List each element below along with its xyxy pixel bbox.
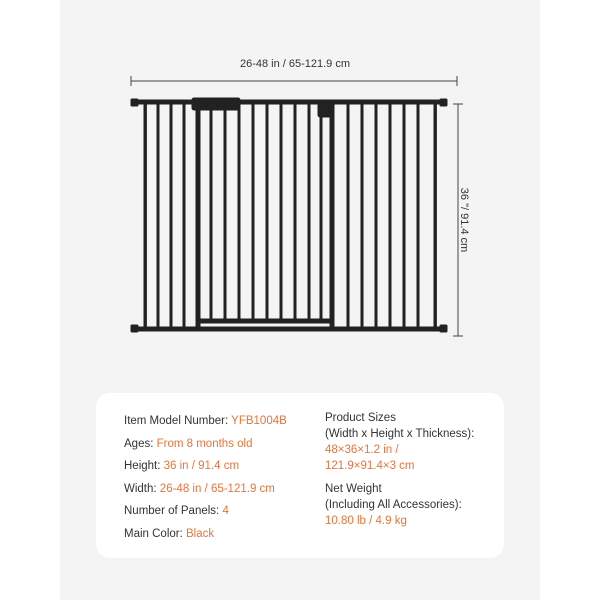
width-dimension-label: 26-48 in / 65-121.9 cm [239,58,351,70]
spec-panels [124,500,287,523]
spec-value: From 8 months old [156,437,253,450]
spec-width [124,478,287,501]
spec-height [124,455,287,478]
specs-right-column [325,410,474,536]
spec-value: 121.9×91.4×3 cm [325,460,415,472]
width-dimension-line [131,76,457,86]
pressure-mount-top-right [440,99,447,106]
pressure-mount-bottom-right [440,325,447,332]
spec-label: Number of Panels: [124,505,223,518]
spec-label: Net Weight [325,483,382,495]
spec-value: 48×36×1.2 in / [325,444,399,456]
door-latch-handle [192,98,240,110]
bottom-rail [138,327,440,331]
spec-label: Ages: [124,437,157,450]
specs-left-column [124,410,287,546]
door-hinge-post [196,104,200,331]
spec-label: Height: [124,460,164,473]
spec-label: Width: [124,482,160,495]
spec-value: 10.80 lb / 4.9 kg [325,515,407,527]
baby-gate [131,98,447,332]
spec-value: YFB1004B [231,415,287,427]
spec-value: Black [186,527,215,540]
spec-label: (Including All Accessories): [325,499,462,511]
pressure-mount-top-left [131,99,138,106]
door-latch-lock [318,103,334,117]
spec-label: Product Sizes [325,412,396,424]
spec-ages [124,433,287,456]
spec-label: Main Color: [124,527,186,540]
spec-value: 36 in / 91.4 cm [163,460,240,473]
spec-value: 4 [222,505,229,518]
spec-value: 26-48 in / 65-121.9 cm [159,482,275,495]
height-dimension-text: 36 "/ 91.4 cm [458,187,470,253]
spec-net-weight [325,481,474,529]
spec-label: Item Model Number: [124,415,232,427]
top-rail [138,100,440,104]
spec-model [124,410,287,433]
spec-label: (Width x Height x Thickness): [325,428,475,440]
door-latch-post [330,104,334,331]
spec-color [124,523,287,546]
specs-card [96,393,504,558]
pressure-mount-bottom-left [131,325,138,332]
spec-product-sizes [325,410,474,474]
